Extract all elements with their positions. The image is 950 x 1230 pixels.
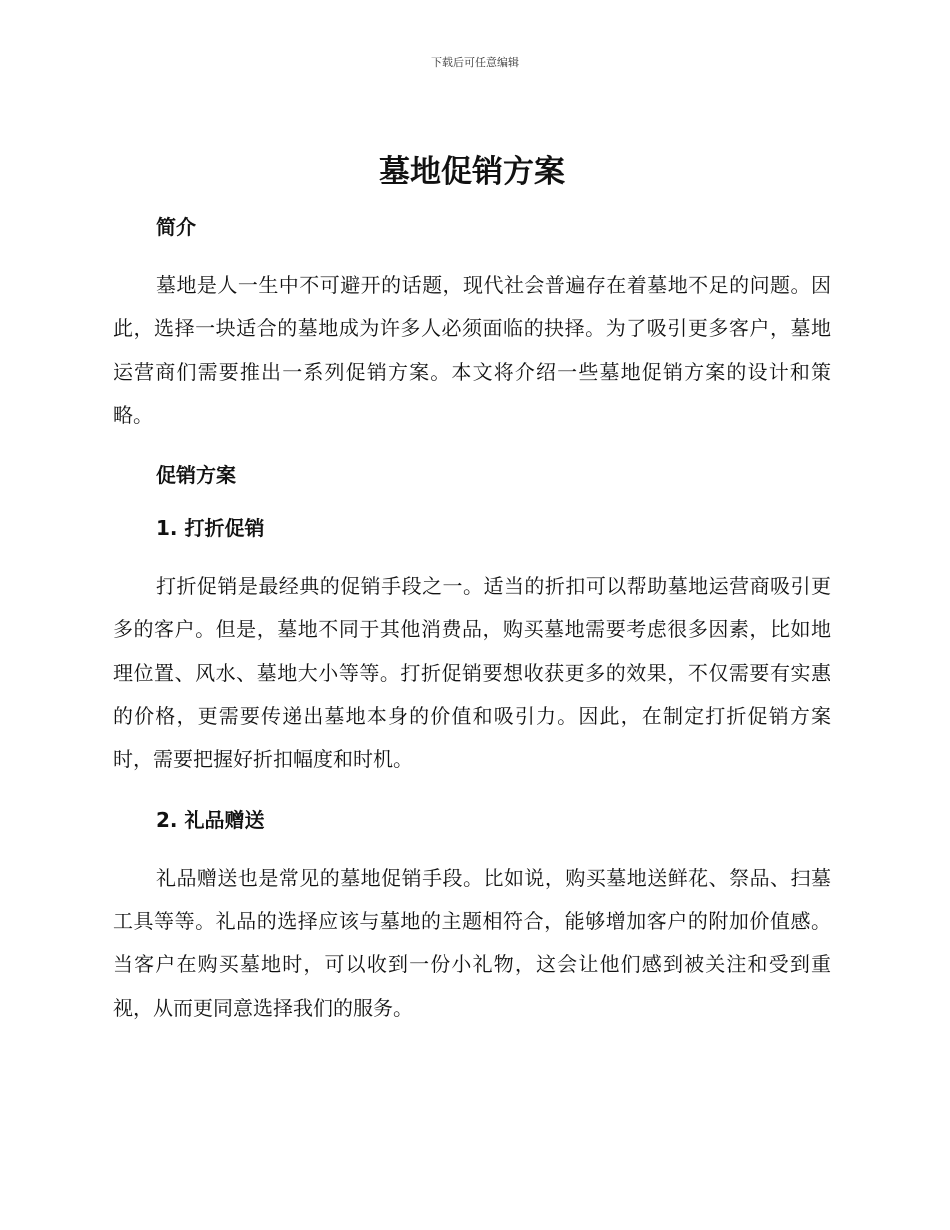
document-body bbox=[113, 150, 831, 1030]
paragraph-discount: 打折促销是最经典的促销手段之一。适当的折扣可以帮助墓地运营商吸引更多的客户。但是，墓地不同于其他消费品，购买墓地需要考虑很多因素，比如地理位置、风水、墓地大小等等。打折促销要想收获更多的效果，不仅需要有实惠的价格，更需要传递出墓地本身的价值和吸引力。因此，在制定打折促销方案时，需要把握好折扣幅度和时机。 bbox=[113, 574, 831, 772]
subheading-gift: 2. 礼品赠送 bbox=[156, 807, 265, 832]
page-header-note: 下载后可任意编辑 bbox=[431, 56, 519, 69]
section-heading-intro: 简介 bbox=[156, 215, 196, 239]
paragraph-intro: 墓地是人一生中不可避开的话题，现代社会普遍存在着墓地不足的问题。因此，选择一块适合的墓地成为许多人必须面临的抉择。为了吸引更多客户，墓地运营商们需要推出一系列促销方案。本文将介绍一些墓地促销方案的设计和策略。 bbox=[113, 273, 831, 427]
subheading-discount: 1. 打折促销 bbox=[156, 516, 265, 541]
paragraph-gift: 礼品赠送也是常见的墓地促销手段。比如说，购买墓地送鲜花、祭品、扫墓工具等等。礼品的选择应该与墓地的主题相符合，能够增加客户的附加价值感。当客户在购买墓地时，可以收到一份小礼物，这会让他们感到被关注和受到重视，从而更同意选择我们的服务。 bbox=[113, 865, 831, 1020]
document-title: 墓地促销方案 bbox=[379, 154, 565, 190]
section-heading-promotion: 促销方案 bbox=[156, 463, 236, 488]
